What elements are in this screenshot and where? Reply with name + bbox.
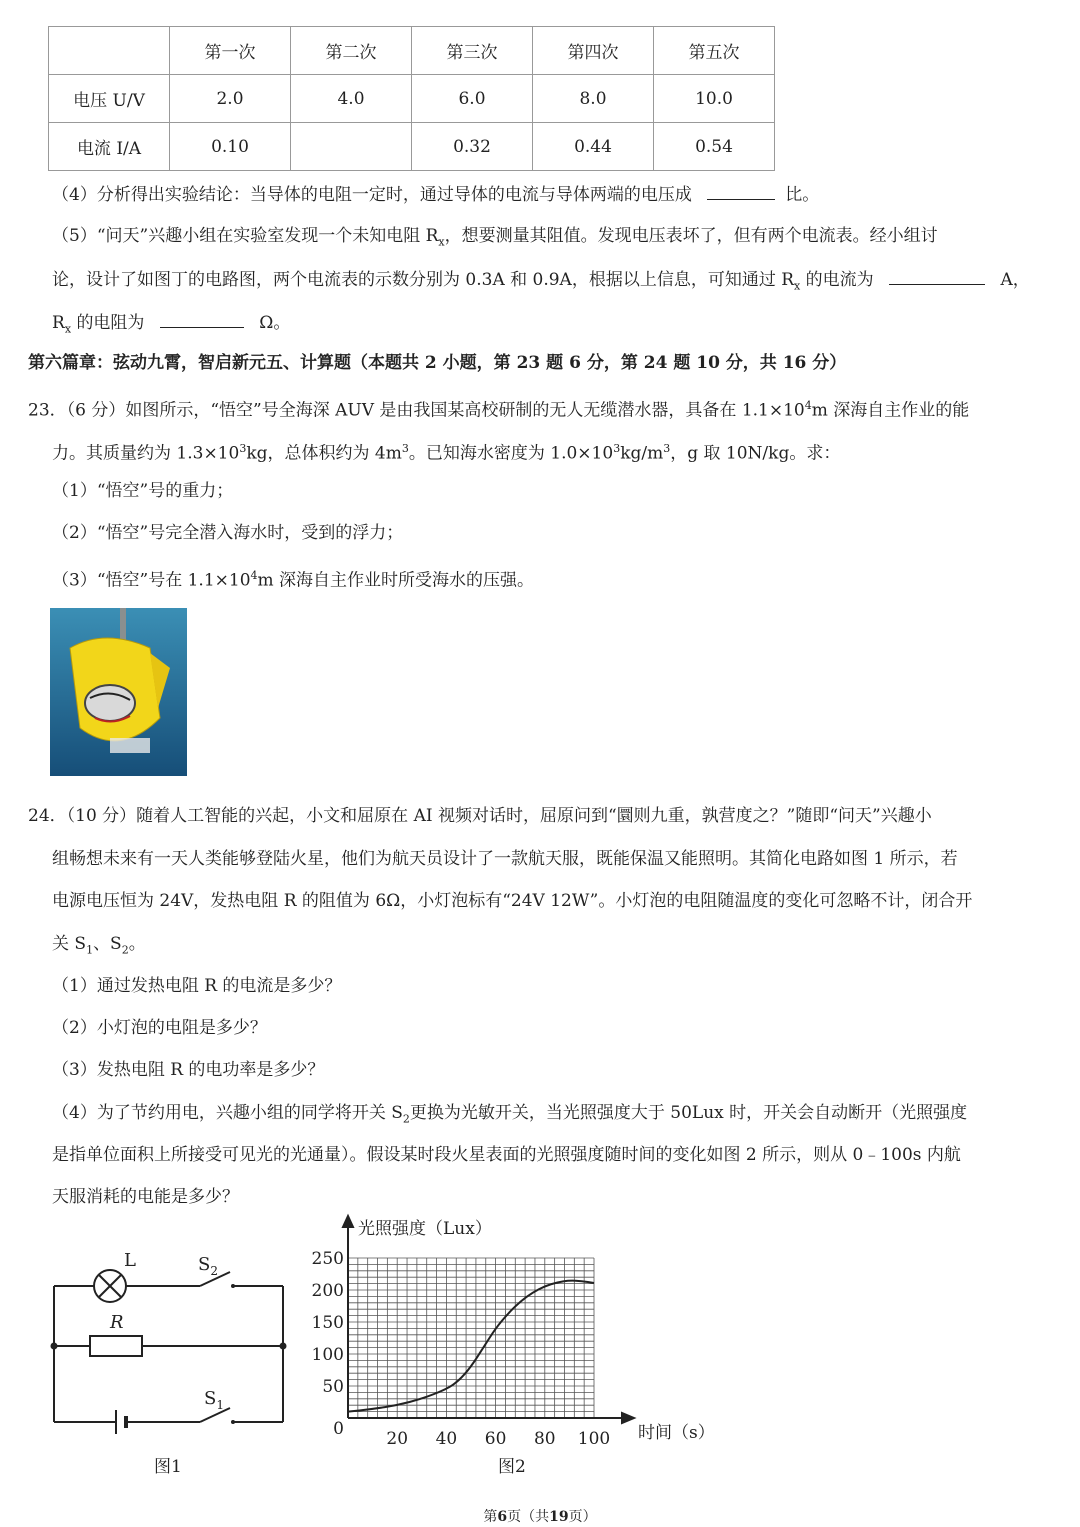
table-row-label: 电流 I/A (49, 123, 170, 171)
switch-s1-label: $S_1$ (204, 1388, 224, 1412)
q22-part4-end: 比。 (785, 185, 820, 205)
table-header-cell (49, 27, 170, 75)
q24-sub4-line3: 天服消耗的电能是多少？ (52, 1187, 239, 1207)
q24-sub4-line2: 是指单位面积上所接受可见光的光通量）。假设某时段火星表面的光照强度随时间的变化如图 2 所示，则从 0﹣100s 内航 (52, 1145, 961, 1165)
section-heading: 第六篇章：弦动九霄，智启新元五、计算题（本题共 2 小题，第 23 题 6 分，第 24 题 10 分，共 16 分） (28, 353, 847, 373)
y-tick-label: 250 (311, 1249, 344, 1269)
q23-line2 (52, 439, 840, 464)
table-cell: 2.0 (170, 75, 291, 123)
table-header-cell: 第三次 (412, 27, 533, 75)
table-row-label: 电压 U/V (49, 75, 170, 123)
page-number: 6 (497, 1509, 508, 1525)
q22-part5-line3 (52, 311, 290, 339)
text: m 深海自主作业时所受海水的压强。 (257, 570, 535, 591)
data-table (48, 26, 775, 171)
text: 论，设计了如图丁的电路图，两个电流表的示数分别为 0.3A 和 0.9A，根据以上信息，可知通过 R (52, 270, 795, 290)
q22-part4-text: （4）分析得出实验结论：当导体的电阻一定时，通过导体的电流与导体两端的电压成 (52, 185, 692, 205)
x-tick-label: 60 (484, 1429, 507, 1449)
answer-blank[interactable] (160, 311, 244, 328)
q24-sub1: （1）通过发热电阻 R 的电流是多少？ (52, 976, 342, 996)
series-line (348, 1281, 594, 1412)
y-tick-label: 100 (311, 1345, 344, 1365)
text: （3）“悟空”号在 1.1×10 (52, 570, 251, 591)
table-header-cell: 第四次 (533, 27, 654, 75)
superscript: 3 (239, 442, 247, 455)
q23-sub1: （1）“悟空”号的重力； (52, 481, 234, 501)
auv-photo (50, 608, 187, 776)
subscript: 2 (121, 943, 129, 957)
text: 、S (93, 934, 122, 954)
subscript: 2 (402, 1112, 410, 1126)
text: 23．（6 分）如图所示，“悟空”号全海深 AUV 是由我国某高校研制的无人无缆潜水器，具备在 1.1×10 (28, 400, 805, 421)
text: 力。其质量约为 1.3×10 (52, 443, 240, 464)
junction-dot (280, 1343, 287, 1350)
q24-sub4-line1 (52, 1103, 967, 1129)
x-axis-label: 时间（s） (638, 1423, 715, 1443)
table-cell: 4.0 (291, 75, 412, 123)
chart-axes (343, 1216, 634, 1423)
text: 更换为光敏开关，当光照强度大于 50Lux 时，开关会自动断开（光照强度 (409, 1103, 968, 1123)
table-cell (291, 123, 412, 171)
x-tick-label: 20 (386, 1429, 409, 1449)
table-header-cell: 第五次 (654, 27, 775, 75)
x-tick-label: 80 (533, 1429, 556, 1449)
y-tick-label: 200 (311, 1281, 344, 1301)
text: A， (1000, 270, 1030, 290)
table-header-row (49, 27, 775, 75)
origin-label: 0 (333, 1419, 344, 1439)
table-cell: 8.0 (533, 75, 654, 123)
q24-line4 (52, 934, 146, 960)
q23-sub3 (52, 566, 534, 591)
q24-sub2: （2）小灯泡的电阻是多少？ (52, 1018, 267, 1038)
answer-blank[interactable] (889, 268, 985, 285)
light-intensity-chart (300, 1212, 730, 1452)
page-footer (0, 1506, 1080, 1526)
table-row-current (49, 123, 775, 171)
superscript: 3 (401, 442, 409, 455)
y-axis-label: 光照强度（Lux） (358, 1219, 492, 1239)
text: 页（共 (507, 1509, 550, 1525)
x-tick-label: 40 (435, 1429, 458, 1449)
text: 第 (483, 1509, 498, 1525)
y-tick-label: 50 (322, 1377, 344, 1397)
subscript: x (794, 279, 801, 293)
q22-part4 (52, 183, 819, 205)
superscript: 3 (663, 442, 671, 455)
table-cell: 6.0 (412, 75, 533, 123)
superscript: 4 (804, 399, 812, 412)
text: m 深海自主作业的能 (811, 400, 970, 421)
y-tick-label: 150 (311, 1313, 344, 1333)
superscript: 3 (613, 442, 621, 455)
figure2-caption: 图2 (498, 1457, 526, 1477)
table-header-cell: 第一次 (170, 27, 291, 75)
table-cell: 10.0 (654, 75, 775, 123)
q22-part5-line2 (52, 268, 1030, 296)
q24-line1: 24．（10 分）随着人工智能的兴起，小文和屈原在 AI 视频对话时，屈原问到“圜则九重，孰营度之？”随即“问天”兴趣小 (28, 806, 932, 826)
figure1-caption: 图1 (154, 1457, 182, 1477)
subscript: x (438, 235, 445, 249)
q24-line2: 组畅想未来有一天人类能够登陆火星，他们为航天员设计了一款航天服，既能保温又能照明。其简化电路如图 1 所示，若 (52, 849, 958, 869)
text: 页） (568, 1509, 597, 1525)
lamp-label: L (124, 1250, 136, 1271)
auv-illustration (50, 608, 187, 776)
text: Ω。 (259, 313, 291, 333)
q24-sub3: （3）发热电阻 R 的电功率是多少？ (52, 1060, 325, 1080)
switch-s1-blade (200, 1408, 230, 1422)
table-header-cell: 第二次 (291, 27, 412, 75)
text: 的电阻为 (76, 313, 145, 333)
q22-part5-line1 (52, 226, 938, 252)
q24-line3: 电源电压恒为 24V，发热电阻 R 的阻值为 6Ω，小灯泡标有“24V 12W”。小灯泡的电阻随温度的变化可忽略不计，闭合开 (52, 891, 973, 911)
resistor-label: R (110, 1312, 124, 1333)
text: ，g 取 10N/kg。求： (670, 443, 841, 464)
text: 。已知海水密度为 1.0×10 (408, 443, 614, 464)
table-cell: 0.54 (654, 123, 775, 171)
table-cell: 0.44 (533, 123, 654, 171)
text: kg/m (620, 443, 664, 464)
text: kg，总体积约为 4m (246, 443, 402, 464)
text: 的电流为 (805, 270, 874, 290)
text: 关 S (52, 934, 87, 954)
text: （4）为了节约用电，兴趣小组的同学将开关 S (52, 1103, 403, 1123)
q23-line1 (28, 396, 969, 421)
subscript: 1 (86, 943, 94, 957)
table-cell: 0.32 (412, 123, 533, 171)
text: 。 (128, 934, 146, 954)
q23-sub2: （2）“悟空”号完全潜入海水时，受到的浮力； (52, 523, 404, 543)
superscript: 4 (250, 569, 258, 582)
total-pages: 19 (549, 1509, 569, 1525)
x-tick-label: 100 (577, 1429, 611, 1449)
text: R (52, 313, 65, 333)
table-row-voltage (49, 75, 775, 123)
text: ，想要测量其阻值。发现电压表坏了，但有两个电流表。经小组讨 (444, 226, 938, 246)
text: （5）“问天”兴趣小组在实验室发现一个未知电阻 R (52, 226, 439, 246)
resistor-symbol (90, 1336, 142, 1356)
y-tick-labels (312, 1249, 344, 1397)
junction-dot (51, 1343, 58, 1350)
table-cell: 0.10 (170, 123, 291, 171)
x-tick-labels (386, 1429, 610, 1449)
subscript: x (64, 322, 72, 336)
answer-blank[interactable] (707, 183, 775, 200)
switch-s2-label: $S_2$ (198, 1254, 218, 1278)
